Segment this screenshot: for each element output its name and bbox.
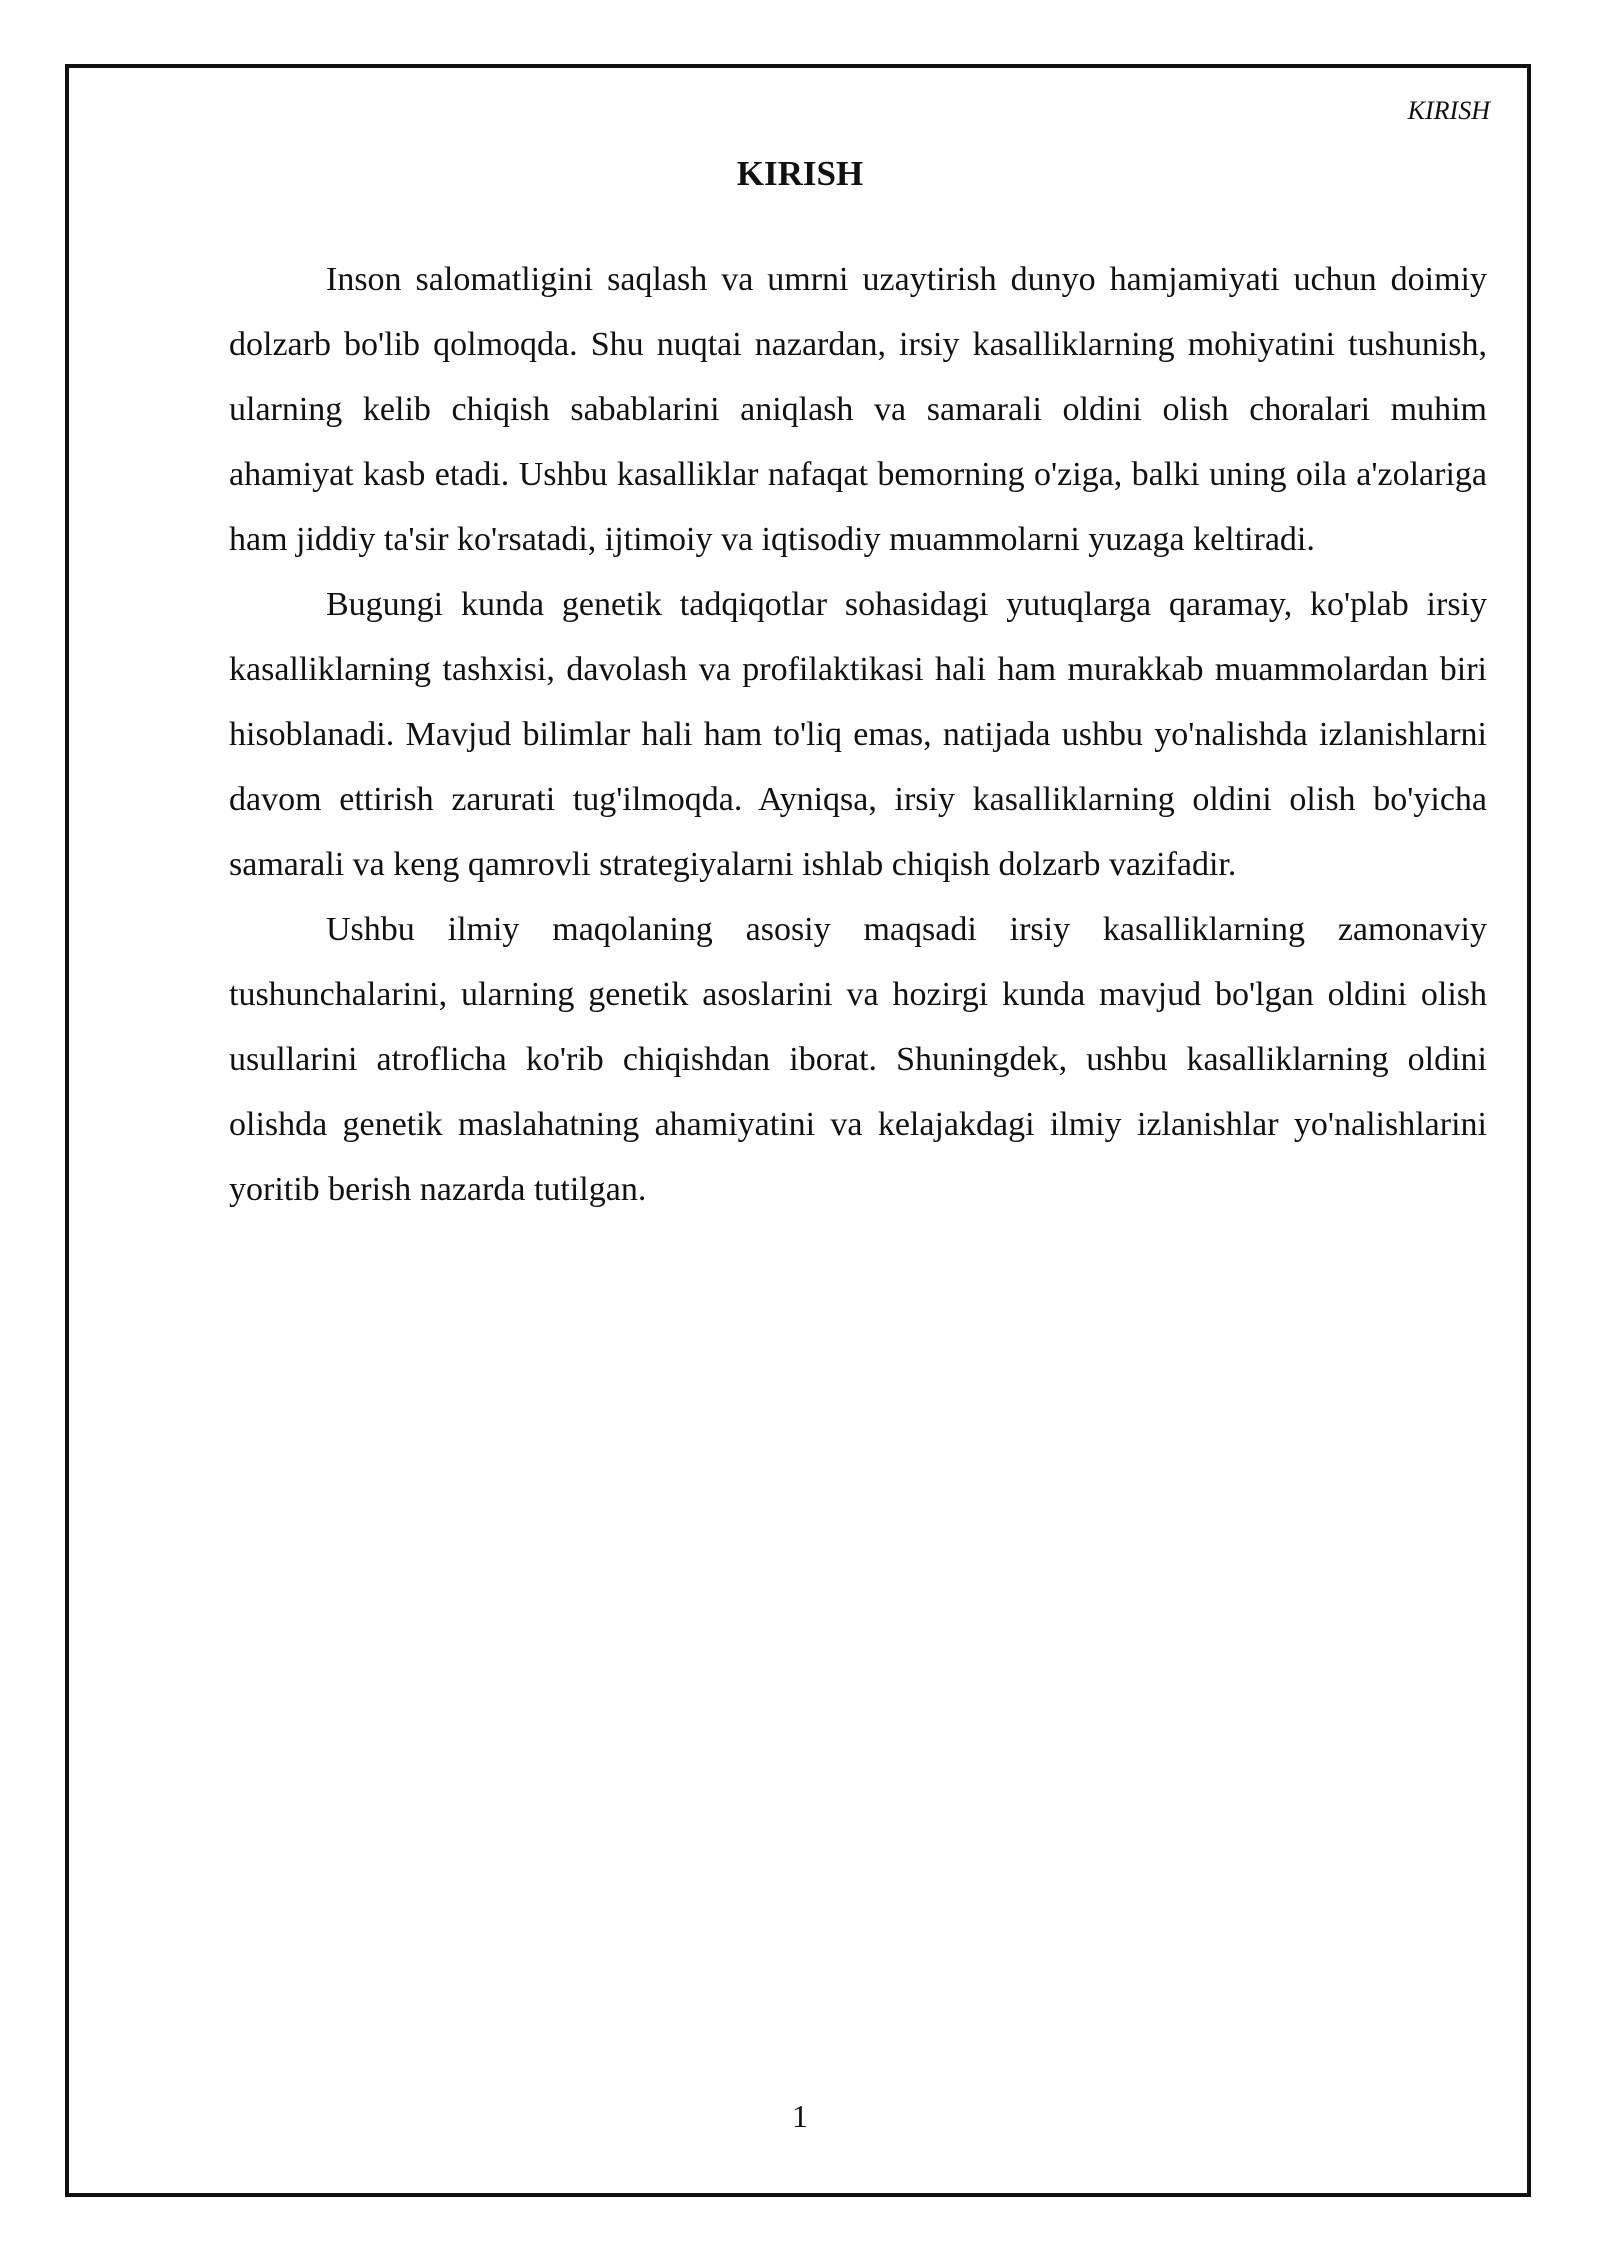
paragraph: Bugungi kunda genetik tadqiqotlar sohasidagi yutuqlarga qaramay, ko'plab irsiy kasalliklarning tashxisi, davolash va profilaktikasi hali ham murakkab muammolardan biri hisoblanadi. Mavjud bilimlar hali ham to'liq emas, natijada ushbu yo'nalishda izlanishlarni davom ettirish zarurati tug'ilmoqda. Ayniqsa, irsiy kasalliklarning oldini olish bo'yicha samarali va keng qamrovli strategiyalarni ishlab chiqish dolzarb vazifadir.	[229, 586, 1487, 883]
paragraph: Inson salomatligini saqlash va umrni uzaytirish dunyo hamjamiyati uchun doimiy dolzarb bo'lib qolmoqda. Shu nuqtai nazardan, irsiy kasalliklarning mohiyatini tushunish, ularning kelib chiqish sabablarini aniqlash va samarali oldini olish choralari muhim ahamiyat kasb etadi. Ushbu kasalliklar nafaqat bemorning o'ziga, balki uning oila a'zolariga ham jiddiy ta'sir ko'rsatadi, ijtimoiy va iqtisodiy muammolarni yuzaga keltiradi.	[229, 261, 1487, 558]
running-header: KIRISH	[1407, 96, 1490, 125]
paragraph: Ushbu ilmiy maqolaning asosiy maqsadi irsiy kasalliklarning zamonaviy tushunchalarini, ularning genetik asoslarini va hozirgi kunda mavjud bo'lgan oldini olish usullarini atroflicha ko'rib chiqishdan iborat. Shuningdek, ushbu kasalliklarning oldini olishda genetik maslahatning ahamiyatini va kelajakdagi ilmiy izlanishlar yo'nalishlarini yoritib berish nazarda tutilgan.	[229, 911, 1487, 1208]
body-text	[229, 247, 1487, 1222]
page-number: 1	[792, 2098, 808, 2134]
page-title: KIRISH	[736, 154, 864, 193]
